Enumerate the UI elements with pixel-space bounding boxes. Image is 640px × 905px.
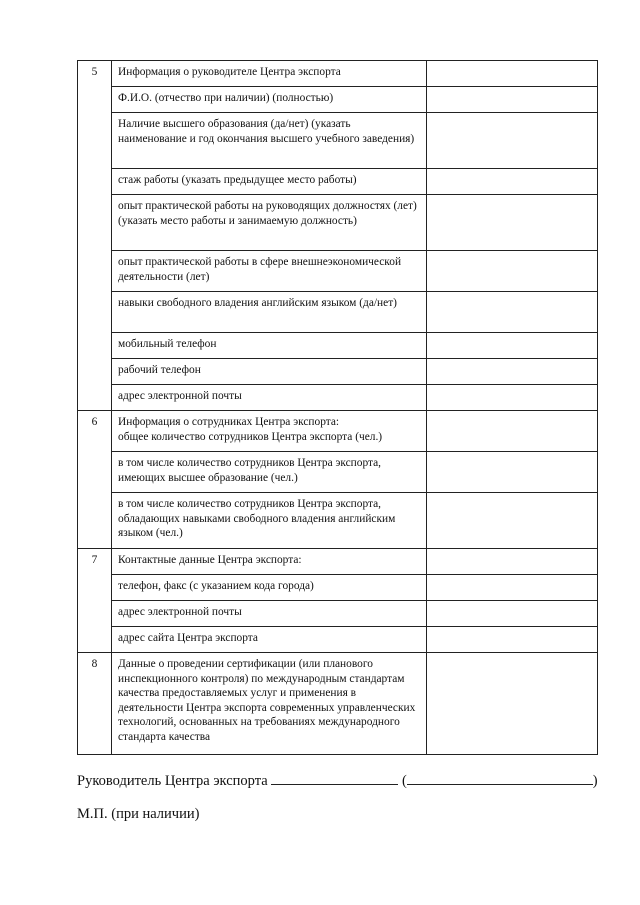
form-table-body: [78, 61, 598, 755]
row-label: в том числе количество сотрудников Центра экспорта, обладающих навыками свободного владения английским языком (чел.): [112, 493, 427, 549]
value-cell[interactable]: [427, 575, 598, 601]
row-label: навыки свободного владения английским языком (да/нет): [112, 292, 427, 333]
row-label: Контактные данные Центра экспорта:: [112, 549, 427, 575]
section-number: 6: [78, 411, 112, 549]
value-cell[interactable]: [427, 359, 598, 385]
row-label: Ф.И.О. (отчество при наличии) (полностью): [112, 87, 427, 113]
table-row: [78, 169, 598, 195]
name-open-paren: (: [401, 773, 407, 789]
table-row: [78, 359, 598, 385]
table-row: [78, 251, 598, 292]
name-close-paren: ): [592, 773, 598, 789]
table-row: [78, 195, 598, 251]
section-number: 8: [78, 653, 112, 755]
row-label: опыт практической работы на руководящих должностях (лет) (указать место работы и занимаемую должность): [112, 195, 427, 251]
value-cell[interactable]: [427, 493, 598, 549]
row-label: Данные о проведении сертификации (или планового инспекционного контроля) по международным стандартам качества предоставляемых услуг и применения в деятельности Центра экспорта современных управленческих технологий, основанных на требованиях международного стандарта качества: [112, 653, 427, 755]
table-row: [78, 411, 598, 452]
table-row: [78, 292, 598, 333]
section-number: 7: [78, 549, 112, 653]
table-row: [78, 61, 598, 87]
table-row: [78, 452, 598, 493]
value-cell[interactable]: [427, 251, 598, 292]
table-row: [78, 575, 598, 601]
value-cell[interactable]: [427, 411, 598, 452]
table-row: [78, 549, 598, 575]
signature-label: Руководитель Центра экспорта: [77, 773, 268, 789]
value-cell[interactable]: [427, 87, 598, 113]
value-cell[interactable]: [427, 61, 598, 87]
row-label: адрес сайта Центра экспорта: [112, 627, 427, 653]
form-table: [77, 60, 598, 755]
signature-blank[interactable]: [271, 770, 398, 785]
name-blank[interactable]: [407, 770, 593, 785]
row-label: в том числе количество сотрудников Центра экспорта, имеющих высшее образование (чел.): [112, 452, 427, 493]
table-row: [78, 87, 598, 113]
stamp-note: М.П. (при наличии): [77, 806, 200, 822]
section-number: 5: [78, 61, 112, 411]
row-label: Информация о сотрудниках Центра экспорта: общее количество сотрудников Центра экспорта (чел.): [112, 411, 427, 452]
row-label: стаж работы (указать предыдущее место работы): [112, 169, 427, 195]
table-row: [78, 601, 598, 627]
row-label: Наличие высшего образования (да/нет) (указать наименование и год окончания высшего учебного заведения): [112, 113, 427, 169]
row-label: мобильный телефон: [112, 333, 427, 359]
value-cell[interactable]: [427, 627, 598, 653]
signature-line: [77, 770, 598, 790]
value-cell[interactable]: [427, 653, 598, 755]
value-cell[interactable]: [427, 195, 598, 251]
table-row: [78, 113, 598, 169]
value-cell[interactable]: [427, 452, 598, 493]
table-row: [78, 653, 598, 755]
value-cell[interactable]: [427, 169, 598, 195]
value-cell[interactable]: [427, 292, 598, 333]
value-cell[interactable]: [427, 549, 598, 575]
value-cell[interactable]: [427, 385, 598, 411]
table-row: [78, 493, 598, 549]
row-label: адрес электронной почты: [112, 385, 427, 411]
row-label: Информация о руководителе Центра экспорта: [112, 61, 427, 87]
value-cell[interactable]: [427, 601, 598, 627]
table-row: [78, 627, 598, 653]
row-label: опыт практической работы в сфере внешнеэкономической деятельности (лет): [112, 251, 427, 292]
table-row: [78, 385, 598, 411]
row-label: рабочий телефон: [112, 359, 427, 385]
value-cell[interactable]: [427, 113, 598, 169]
row-label: телефон, факс (с указанием кода города): [112, 575, 427, 601]
value-cell[interactable]: [427, 333, 598, 359]
table-row: [78, 333, 598, 359]
row-label: адрес электронной почты: [112, 601, 427, 627]
